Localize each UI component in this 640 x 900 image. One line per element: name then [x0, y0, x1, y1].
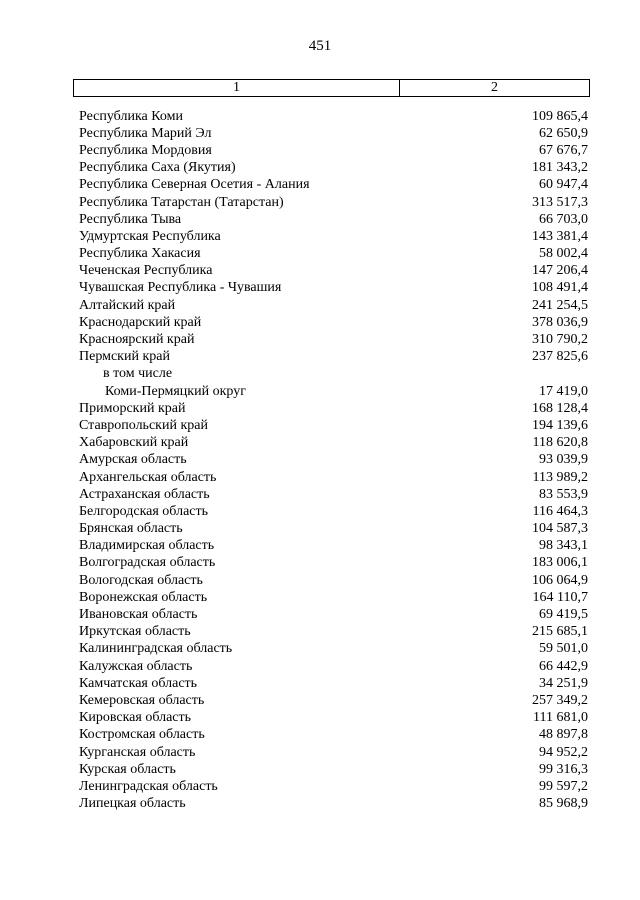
region-name: Ставропольский край: [79, 417, 208, 433]
table-row: [79, 761, 590, 778]
region-value: 183 006,1: [532, 555, 588, 571]
region-value: 143 381,4: [532, 228, 588, 244]
region-name: Белгородская область: [79, 503, 209, 519]
region-value: 66 442,9: [539, 658, 588, 674]
region-value: 237 825,6: [532, 349, 588, 365]
region-value: 215 685,1: [532, 624, 588, 640]
region-name: Республика Марий Эл: [79, 125, 212, 141]
region-value: 104 587,3: [532, 521, 588, 537]
region-name: Курганская область: [79, 744, 196, 760]
table-row: [79, 142, 590, 159]
region-value: 181 343,2: [532, 160, 588, 176]
region-value: 99 316,3: [539, 761, 588, 777]
region-name: Иркутская область: [79, 624, 191, 640]
region-value: 58 002,4: [539, 246, 588, 262]
region-value: 69 419,5: [539, 607, 588, 623]
region-name: Удмуртская Республика: [79, 228, 221, 244]
table-row: [79, 658, 590, 675]
region-value: 98 343,1: [539, 538, 588, 554]
table-row: [79, 228, 590, 245]
table-row: [79, 211, 590, 228]
region-name: Ивановская область: [79, 607, 198, 623]
region-name: Костромская область: [79, 727, 205, 743]
table-row: [79, 452, 590, 469]
region-value: 62 650,9: [539, 125, 588, 141]
table-row: [79, 778, 590, 795]
table-row: [79, 280, 590, 297]
table-row: [79, 194, 590, 211]
table-row: [79, 125, 590, 142]
region-name: Алтайский край: [79, 297, 176, 313]
region-name: Владимирская область: [79, 538, 215, 554]
region-value: 257 349,2: [532, 692, 588, 708]
region-value: 116 464,3: [532, 503, 588, 519]
column-header-2: 2: [491, 80, 498, 95]
region-value: 378 036,9: [532, 314, 588, 330]
table-row: [79, 624, 590, 641]
region-value: 106 064,9: [532, 572, 588, 588]
region-value: 48 897,8: [539, 727, 588, 743]
table-header: [73, 79, 590, 97]
region-name: Волгоградская область: [79, 555, 216, 571]
region-name: Архангельская область: [79, 469, 217, 485]
region-name: Республика Северная Осетия - Алания: [79, 177, 310, 193]
region-name: Брянская область: [79, 521, 183, 537]
region-name: Кемеровская область: [79, 692, 205, 708]
region-value: 85 968,9: [539, 796, 588, 812]
region-value: 60 947,4: [539, 177, 588, 193]
region-name: Амурская область: [79, 452, 187, 468]
page-number: 451: [308, 38, 332, 54]
table-row: [79, 400, 590, 417]
table-row: [79, 108, 590, 125]
region-name: Липецкая область: [79, 796, 186, 812]
region-name: Красноярский край: [79, 332, 195, 348]
region-value: 164 110,7: [532, 589, 588, 605]
table-row: [79, 263, 590, 280]
region-name: Калужская область: [79, 658, 193, 674]
region-value: 108 491,4: [532, 280, 588, 296]
region-name: Воронежская область: [79, 589, 208, 605]
table-row: [79, 538, 590, 555]
table-row: [79, 486, 590, 503]
table-row: [79, 710, 590, 727]
region-name: Калининградская область: [79, 641, 233, 657]
region-name: Коми-Пермяцкий округ: [105, 383, 246, 399]
region-value: 194 139,6: [532, 417, 588, 433]
table-row: [79, 469, 590, 486]
table-row: [79, 675, 590, 692]
region-name: Республика Мордовия: [79, 142, 212, 158]
region-value: 241 254,5: [532, 297, 588, 313]
table-body: [79, 108, 590, 813]
table-row: [79, 606, 590, 623]
table-row: [79, 297, 590, 314]
region-value: 118 620,8: [532, 435, 588, 451]
table-row: [79, 366, 590, 383]
table-row: [79, 314, 590, 331]
region-value: 147 206,4: [532, 263, 588, 279]
region-name: Астраханская область: [79, 486, 210, 502]
region-name: Республика Саха (Якутия): [79, 160, 236, 176]
region-name: Республика Тыва: [79, 211, 182, 227]
region-value: 93 039,9: [539, 452, 588, 468]
table-row: [79, 521, 590, 538]
region-value: 313 517,3: [532, 194, 588, 210]
table-row: [79, 331, 590, 348]
region-value: 34 251,9: [539, 675, 588, 691]
region-value: 109 865,4: [532, 108, 588, 124]
region-name: Приморский край: [79, 400, 186, 416]
region-name: Республика Татарстан (Татарстан): [79, 194, 284, 210]
table-row: [79, 555, 590, 572]
table-row: [79, 744, 590, 761]
region-name: Кировская область: [79, 710, 192, 726]
region-name: Вологодская область: [79, 572, 203, 588]
table-row: [79, 349, 590, 366]
region-value: 99 597,2: [539, 778, 588, 794]
region-value: 168 128,4: [532, 400, 588, 416]
region-name: Чеченская Республика: [79, 263, 213, 279]
region-name: Краснодарский край: [79, 314, 202, 330]
region-value: 66 703,0: [539, 211, 588, 227]
region-name: Чувашская Республика - Чувашия: [79, 280, 282, 296]
table-row: [79, 417, 590, 434]
table-row: [79, 589, 590, 606]
table-row: [79, 641, 590, 658]
region-name: Хабаровский край: [79, 435, 189, 451]
table-row: [79, 796, 590, 813]
region-value: 94 952,2: [539, 744, 588, 760]
region-value: 113 989,2: [532, 469, 588, 485]
table-row: [79, 503, 590, 520]
region-name: Ленинградская область: [79, 778, 218, 794]
table-row: [79, 246, 590, 263]
region-value: 310 790,2: [532, 332, 588, 348]
region-name: Республика Коми: [79, 108, 183, 124]
region-value: 67 676,7: [539, 142, 588, 158]
region-value: 59 501,0: [539, 641, 588, 657]
table-row: [79, 177, 590, 194]
table-row: [79, 572, 590, 589]
table-row: [79, 160, 590, 177]
table-row: [79, 383, 590, 400]
column-header-1: 1: [74, 80, 400, 96]
region-name: Пермский край: [79, 349, 170, 365]
region-name: Республика Хакасия: [79, 246, 201, 262]
region-name: в том числе: [103, 366, 173, 382]
region-value: 83 553,9: [539, 486, 588, 502]
table-row: [79, 435, 590, 452]
region-value: 111 681,0: [533, 710, 588, 726]
region-name: Курская область: [79, 761, 176, 777]
region-name: Камчатская область: [79, 675, 198, 691]
table-row: [79, 727, 590, 744]
region-value: 17 419,0: [539, 383, 588, 399]
table-row: [79, 692, 590, 709]
